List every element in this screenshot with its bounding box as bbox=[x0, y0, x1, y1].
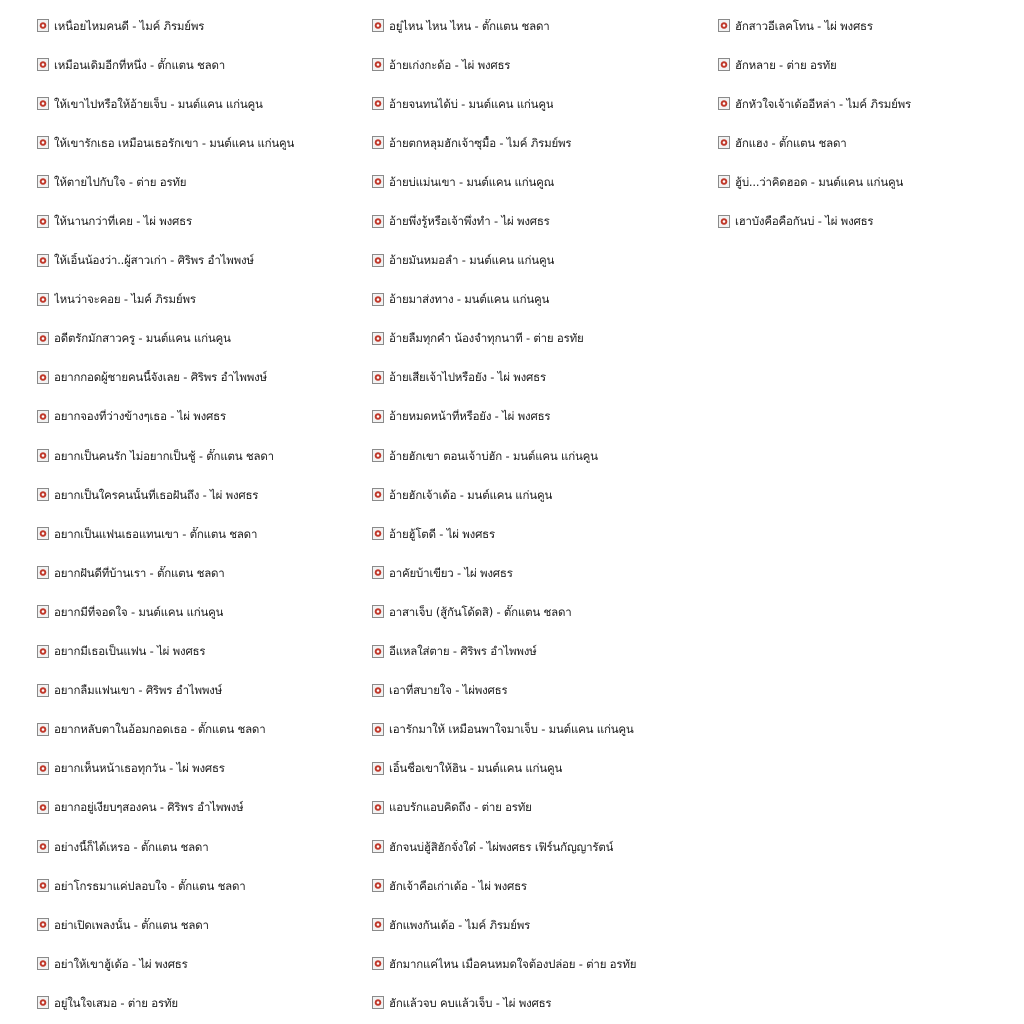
file-name-label: แอบรักแอบคิดถึง - ต่าย อรทัย bbox=[389, 800, 532, 815]
file-name-label: อยู่ไหน ไหน ไหน - ตั๊กแตน ชลดา bbox=[389, 18, 550, 33]
media-file-icon bbox=[372, 175, 384, 188]
media-file-icon bbox=[37, 879, 49, 892]
file-name-label: ให้นานกว่าที่เคย - ไผ่ พงศธร bbox=[54, 214, 192, 229]
file-name-label: อย่าโกรธมาแค่ปลอบใจ - ตั๊กแตน ชลดา bbox=[54, 878, 246, 893]
media-file-icon bbox=[372, 410, 384, 423]
list-item[interactable] bbox=[37, 201, 362, 240]
file-name-label: เอิ้นชื่อเขาให้ฮิน - มนต์แคน แก่นคูน bbox=[389, 761, 563, 776]
media-file-icon bbox=[372, 293, 384, 306]
list-item[interactable] bbox=[37, 319, 362, 358]
list-item[interactable] bbox=[372, 45, 710, 84]
media-file-icon bbox=[372, 996, 384, 1009]
file-name-label: อยากลืมแฟนเขา - ศิริพร อำไพพงษ์ bbox=[54, 683, 223, 698]
file-name-label: ฮักจนบ่ฮู้สิฮักจั๋งใด๋ - ไผ่พงศธร เฟิร์นกัญญารัตน์ bbox=[389, 839, 614, 854]
file-column-2 bbox=[372, 6, 710, 1022]
list-item[interactable] bbox=[37, 358, 362, 397]
file-name-label: ไหนว่าจะคอย - ไมค์ ภิรมย์พร bbox=[54, 292, 196, 307]
file-name-label: อ้ายหมดหน้าที่หรือยัง - ไผ่ พงศธร bbox=[389, 409, 551, 424]
list-item[interactable] bbox=[372, 710, 710, 749]
file-name-label: ให้ตายไปกับใจ - ต่าย อรทัย bbox=[54, 174, 187, 189]
list-item[interactable] bbox=[718, 45, 1018, 84]
media-file-icon bbox=[372, 684, 384, 697]
list-item[interactable] bbox=[37, 436, 362, 475]
file-name-label: เอารักมาให้ เหมือนพาใจมาเจ็บ - มนต์แคน แก่นคูน bbox=[389, 722, 634, 737]
media-file-icon bbox=[372, 879, 384, 892]
media-file-icon bbox=[37, 762, 49, 775]
list-item[interactable] bbox=[372, 475, 710, 514]
file-name-label: อดีตรักมักสาวครู - มนต์แคน แก่นคูน bbox=[54, 331, 231, 346]
media-file-icon bbox=[372, 254, 384, 267]
file-name-label: อ้ายพึ่งรู้หรือเจ้าพึ่งทำ - ไผ่ พงศธร bbox=[389, 214, 550, 229]
media-file-icon bbox=[372, 840, 384, 853]
list-item[interactable] bbox=[37, 983, 362, 1022]
list-item[interactable] bbox=[372, 319, 710, 358]
media-file-icon bbox=[37, 801, 49, 814]
list-item[interactable] bbox=[372, 280, 710, 319]
file-name-label: อาคัยบ้าเขียว - ไผ่ พงศธร bbox=[389, 565, 513, 580]
file-name-label: อ้ายเก่งกะด้อ - ไผ่ พงศธร bbox=[389, 57, 511, 72]
list-item[interactable] bbox=[372, 123, 710, 162]
media-file-icon bbox=[372, 801, 384, 814]
media-file-icon bbox=[37, 645, 49, 658]
file-column-1 bbox=[37, 6, 362, 1022]
file-name-label: อ้ายบ่แม่นเขา - มนต์แคน แก่นคูณ bbox=[389, 174, 555, 189]
file-name-label: อีแหลใส่ตาย - ศิริพร อำไพพงษ์ bbox=[389, 644, 537, 659]
file-name-label: อยากจองที่ว่างข้างๆเธอ - ไผ่ พงศธร bbox=[54, 409, 226, 424]
list-item[interactable] bbox=[37, 514, 362, 553]
file-name-label: อย่างนี้ก็ได้เหรอ - ตั๊กแตน ชลดา bbox=[54, 839, 209, 854]
media-file-icon bbox=[372, 97, 384, 110]
media-file-icon bbox=[37, 175, 49, 188]
media-file-icon bbox=[372, 762, 384, 775]
file-name-label: อ้ายตกหลุมฮักเจ้าซุมื้อ - ไมค์ ภิรมย์พร bbox=[389, 135, 572, 150]
media-file-icon bbox=[718, 19, 730, 32]
file-name-label: อยากอยู่เงียบๆสองคน - ศิริพร อำไพพงษ์ bbox=[54, 800, 244, 815]
media-file-icon bbox=[372, 58, 384, 71]
list-item[interactable] bbox=[372, 788, 710, 827]
media-file-icon bbox=[37, 371, 49, 384]
media-file-icon bbox=[718, 58, 730, 71]
list-item[interactable] bbox=[372, 866, 710, 905]
file-name-label: ให้เขาไปหรือให้อ้ายเจ็บ - มนต์แคน แก่นคูน bbox=[54, 96, 263, 111]
media-file-icon bbox=[372, 918, 384, 931]
list-item[interactable] bbox=[372, 436, 710, 475]
list-item[interactable] bbox=[37, 84, 362, 123]
list-item[interactable] bbox=[37, 592, 362, 631]
file-name-label: เหนื่อยไหมคนดี - ไมค์ ภิรมย์พร bbox=[54, 18, 205, 33]
list-item[interactable] bbox=[372, 358, 710, 397]
media-file-icon bbox=[37, 254, 49, 267]
list-item[interactable] bbox=[37, 45, 362, 84]
file-name-label: อย่าเปิดเพลงนั้น - ตั๊กแตน ชลดา bbox=[54, 917, 209, 932]
file-name-label: เหมือนเดิมอีกที่หนึ่ง - ตั๊กแตน ชลดา bbox=[54, 57, 226, 72]
list-item[interactable] bbox=[718, 201, 1018, 240]
list-item[interactable] bbox=[37, 397, 362, 436]
list-item[interactable] bbox=[37, 475, 362, 514]
media-file-icon bbox=[37, 488, 49, 501]
media-file-icon bbox=[372, 371, 384, 384]
file-name-label: อ้ายมันหมอลำ - มนต์แคน แก่นคูน bbox=[389, 253, 555, 268]
media-file-icon bbox=[718, 136, 730, 149]
list-item[interactable] bbox=[37, 827, 362, 866]
list-item[interactable] bbox=[37, 866, 362, 905]
list-item[interactable] bbox=[372, 592, 710, 631]
media-file-icon bbox=[718, 215, 730, 228]
file-name-label: ฮักสาวอีเลคโทน - ไผ่ พงศธร bbox=[735, 18, 873, 33]
list-item[interactable] bbox=[718, 6, 1018, 45]
file-name-label: อยากเป็นใครคนนั้นที่เธอฝันถึง - ไผ่ พงศธร bbox=[54, 487, 259, 502]
file-name-label: เอาที่สบายใจ - ไผ่พงศธร bbox=[389, 683, 508, 698]
list-item[interactable] bbox=[372, 553, 710, 592]
file-name-label: อยากเห็นหน้าเธอทุกวัน - ไผ่ พงศธร bbox=[54, 761, 225, 776]
file-name-label: อ้ายฮักเขา ตอนเจ้าบ่ฮัก - มนต์แคน แก่นคูน bbox=[389, 448, 598, 463]
media-file-icon bbox=[372, 215, 384, 228]
media-file-icon bbox=[372, 566, 384, 579]
list-item[interactable] bbox=[372, 6, 710, 45]
list-item[interactable] bbox=[372, 944, 710, 983]
list-item[interactable] bbox=[37, 632, 362, 671]
file-name-label: อยากฝันดีที่บ้านเรา - ตั๊กแตน ชลดา bbox=[54, 565, 225, 580]
list-item[interactable] bbox=[718, 84, 1018, 123]
file-name-label: อ้ายเสียเจ้าไปหรือยัง - ไผ่ พงศธร bbox=[389, 370, 546, 385]
media-file-icon bbox=[372, 957, 384, 970]
list-item[interactable] bbox=[37, 671, 362, 710]
file-name-label: อยู่ในใจเสมอ - ต่าย อรทัย bbox=[54, 995, 178, 1010]
list-item[interactable] bbox=[372, 162, 710, 201]
file-name-label: ฮู้บ่...ว่าคิดฮอด - มนต์แคน แก่นคูน bbox=[735, 174, 904, 189]
list-item[interactable] bbox=[372, 632, 710, 671]
media-file-icon bbox=[37, 58, 49, 71]
file-name-label: เฮาบังคือคือกันบ่ - ไผ่ พงศธร bbox=[735, 214, 874, 229]
list-item[interactable] bbox=[37, 788, 362, 827]
media-file-icon bbox=[372, 527, 384, 540]
file-name-label: ให้เขารักเธอ เหมือนเธอรักเขา - มนต์แคน แก่นคูน bbox=[54, 135, 295, 150]
media-file-icon bbox=[37, 215, 49, 228]
list-item[interactable] bbox=[37, 162, 362, 201]
media-file-icon bbox=[37, 918, 49, 931]
media-file-icon bbox=[37, 566, 49, 579]
media-file-icon bbox=[372, 723, 384, 736]
media-file-icon bbox=[37, 97, 49, 110]
file-name-label: อยากหลับตาในอ้อมกอดเธอ - ตั๊กแตน ชลดา bbox=[54, 722, 266, 737]
file-name-label: อย่าให้เขาฮู้เด้อ - ไผ่ พงศธร bbox=[54, 956, 188, 971]
list-item[interactable] bbox=[37, 710, 362, 749]
file-name-label: อ้ายจนทนได้บ่ - มนต์แคน แก่นคูน bbox=[389, 96, 554, 111]
list-item[interactable] bbox=[718, 162, 1018, 201]
list-item[interactable] bbox=[37, 123, 362, 162]
media-file-icon bbox=[372, 19, 384, 32]
list-item[interactable] bbox=[372, 749, 710, 788]
media-file-icon bbox=[372, 605, 384, 618]
list-item[interactable] bbox=[372, 397, 710, 436]
file-name-label: ฮักแล้วจบ คบแล้วเจ็บ - ไผ่ พงศธร bbox=[389, 995, 552, 1010]
file-name-label: ให้เอิ้นน้องว่า..ผู้สาวเก่า - ศิริพร อำไพพงษ์ bbox=[54, 253, 254, 268]
list-item[interactable] bbox=[37, 749, 362, 788]
list-item[interactable] bbox=[372, 514, 710, 553]
file-name-label: อาสาเจ็บ (สู้กันโด้ดสิ) - ตั๊กแตน ชลดา bbox=[389, 604, 572, 619]
media-file-icon bbox=[372, 332, 384, 345]
media-file-icon bbox=[718, 97, 730, 110]
list-item[interactable] bbox=[37, 241, 362, 280]
media-file-icon bbox=[37, 19, 49, 32]
media-file-icon bbox=[37, 996, 49, 1009]
file-name-label: ฮักมากแค่ไหน เมื่อคนหมดใจต้องปล่อย - ต่าย อรทัย bbox=[389, 956, 637, 971]
list-item[interactable] bbox=[37, 905, 362, 944]
media-file-icon bbox=[37, 410, 49, 423]
media-file-icon bbox=[372, 488, 384, 501]
media-file-icon bbox=[718, 175, 730, 188]
media-file-icon bbox=[37, 136, 49, 149]
list-item[interactable] bbox=[372, 84, 710, 123]
media-file-icon bbox=[372, 136, 384, 149]
list-item[interactable] bbox=[372, 241, 710, 280]
media-file-icon bbox=[37, 684, 49, 697]
list-item[interactable] bbox=[372, 905, 710, 944]
list-item[interactable] bbox=[37, 553, 362, 592]
file-name-label: อยากกอดผู้ชายคนนี้จังเลย - ศิริพร อำไพพงษ์ bbox=[54, 370, 267, 385]
media-file-icon bbox=[37, 332, 49, 345]
file-name-label: ฮักหัวใจเจ้าเด้ออีหล่า - ไมค์ ภิรมย์พร bbox=[735, 96, 912, 111]
file-name-label: อ้ายฮู้โตดี - ไผ่ พงศธร bbox=[389, 526, 495, 541]
file-name-label: ฮักเจ้าคือเก่าเด้อ - ไผ่ พงศธร bbox=[389, 878, 527, 893]
media-file-icon bbox=[372, 449, 384, 462]
media-file-icon bbox=[37, 605, 49, 618]
file-name-label: อยากมีที่จอดใจ - มนต์แคน แก่นคูน bbox=[54, 604, 224, 619]
media-file-icon bbox=[37, 840, 49, 853]
media-file-icon bbox=[372, 645, 384, 658]
list-item[interactable] bbox=[37, 944, 362, 983]
media-file-icon bbox=[37, 723, 49, 736]
file-name-label: ฮักหลาย - ต่าย อรทัย bbox=[735, 57, 837, 72]
list-item[interactable] bbox=[372, 671, 710, 710]
list-item[interactable] bbox=[718, 123, 1018, 162]
list-item[interactable] bbox=[372, 827, 710, 866]
file-name-label: อยากมีเธอเป็นแฟน - ไผ่ พงศธร bbox=[54, 644, 206, 659]
media-file-icon bbox=[37, 449, 49, 462]
list-item[interactable] bbox=[372, 983, 710, 1022]
file-column-3 bbox=[718, 6, 1018, 241]
file-name-label: อ้ายลืมทุกคำ น้องจำทุกนาที - ต่าย อรทัย bbox=[389, 331, 584, 346]
file-name-label: อยากเป็นแฟนเธอแทนเขา - ตั๊กแตน ชลดา bbox=[54, 526, 258, 541]
media-file-icon bbox=[37, 957, 49, 970]
list-item[interactable] bbox=[37, 6, 362, 45]
file-name-label: อ้ายฮักเจ้าเด้อ - มนต์แคน แก่นคูน bbox=[389, 487, 553, 502]
file-name-label: อ้ายมาส่งทาง - มนต์แคน แก่นคูน bbox=[389, 292, 550, 307]
list-item[interactable] bbox=[372, 201, 710, 240]
file-name-label: อยากเป็นคนรัก ไม่อยากเป็นชู้ - ตั๊กแตน ชลดา bbox=[54, 448, 274, 463]
media-file-icon bbox=[37, 293, 49, 306]
media-file-icon bbox=[37, 527, 49, 540]
file-name-label: ฮักแฮง - ตั๊กแตน ชลดา bbox=[735, 135, 847, 150]
list-item[interactable] bbox=[37, 280, 362, 319]
file-name-label: ฮักแพงกันเด้อ - ไมค์ ภิรมย์พร bbox=[389, 917, 531, 932]
